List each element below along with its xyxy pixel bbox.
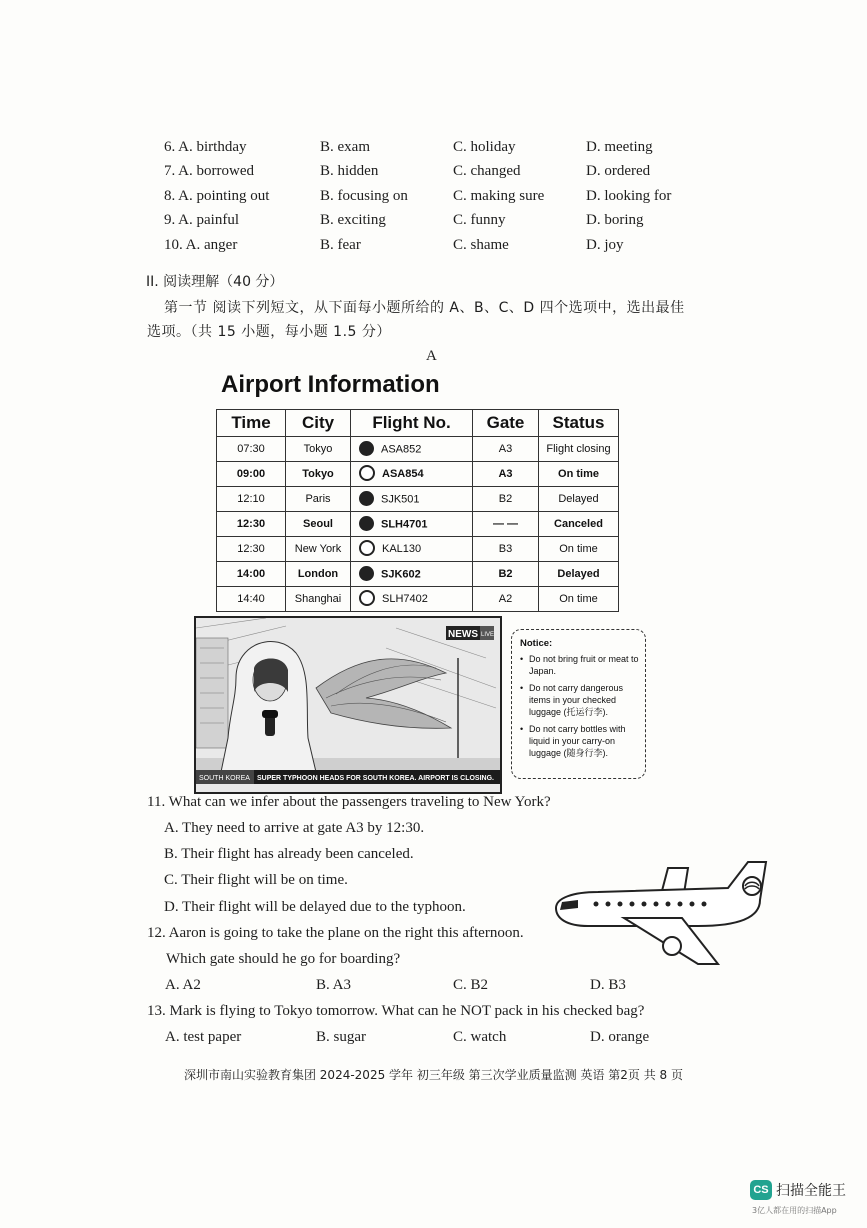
gate-cell: A3 xyxy=(473,462,539,487)
time-cell: 12:10 xyxy=(217,487,286,512)
q11-option-b: B. Their flight has already been canceled. xyxy=(164,846,414,862)
ring-logo-icon xyxy=(359,590,375,606)
status-cell: On time xyxy=(539,462,619,487)
q13-option-d: D. orange xyxy=(590,1029,650,1045)
news-scene-illustration xyxy=(196,618,500,792)
option-row-10 xyxy=(0,237,867,261)
time-cell: 14:00 xyxy=(217,562,286,587)
option-row-9 xyxy=(0,212,867,236)
flight-table xyxy=(216,409,619,612)
city-cell: Shanghai xyxy=(286,587,351,612)
flight-number: SLH4701 xyxy=(381,517,428,530)
notice-title: Notice: xyxy=(520,638,553,649)
plane-logo-icon xyxy=(359,491,374,506)
option-row-6 xyxy=(0,139,867,163)
option-d: D. meeting xyxy=(586,139,653,155)
q13-option-a: A. test paper xyxy=(165,1029,242,1045)
q12-option-a: A. A2 xyxy=(165,977,201,993)
flight-cell xyxy=(351,462,473,487)
q12-option-c: C. B2 xyxy=(453,977,489,993)
table-row xyxy=(217,487,619,512)
table-row xyxy=(217,437,619,462)
live-badge: LIVE xyxy=(481,632,495,638)
instruction-line-2: 选项。（共 15 小题，每小题 1.5 分） xyxy=(147,324,391,340)
flight-number: SLH7402 xyxy=(382,592,428,605)
notice-item: • Do not carry dangerous items in your checked luggage (托运行李). xyxy=(520,682,639,718)
status-cell: Delayed xyxy=(539,487,619,512)
city-cell: London xyxy=(286,562,351,587)
column-header: Gate xyxy=(473,410,539,437)
gate-cell: B2 xyxy=(473,562,539,587)
q12-option-b: B. A3 xyxy=(316,977,352,993)
option-b: B. exciting xyxy=(320,212,386,228)
status-cell: On time xyxy=(539,537,619,562)
option-row-7 xyxy=(0,163,867,187)
option-c: C. holiday xyxy=(453,139,516,155)
table-row xyxy=(217,587,619,612)
column-header: Flight No. xyxy=(351,410,473,437)
table-row xyxy=(217,462,619,487)
option-a: 10. A. anger xyxy=(164,237,238,253)
option-a: 8. A. pointing out xyxy=(164,188,270,204)
city-cell: Tokyo xyxy=(286,437,351,462)
flight-number: SJK501 xyxy=(381,492,420,505)
option-d: D. joy xyxy=(586,237,624,253)
plane-logo-icon xyxy=(359,441,374,456)
city-cell: Tokyo xyxy=(286,462,351,487)
flight-cell xyxy=(351,437,473,462)
time-cell: 07:30 xyxy=(217,437,286,462)
time-cell: 09:00 xyxy=(217,462,286,487)
column-header: Time xyxy=(217,410,286,437)
notice-item: • Do not bring fruit or meat to Japan. xyxy=(520,653,639,677)
column-header: Status xyxy=(539,410,619,437)
notice-box xyxy=(511,629,646,779)
option-c: C. funny xyxy=(453,212,506,228)
typhoon-news-image xyxy=(194,616,502,794)
flight-cell xyxy=(351,587,473,612)
flight-number: ASA852 xyxy=(381,442,422,455)
flight-cell xyxy=(351,512,473,537)
option-a: 9. A. painful xyxy=(164,212,239,228)
q13-option-c: C. watch xyxy=(453,1029,507,1045)
option-d: D. ordered xyxy=(586,163,651,179)
flight-number: KAL130 xyxy=(382,542,422,555)
ring-logo-icon xyxy=(359,465,375,481)
option-d: D. boring xyxy=(586,212,644,228)
plane-logo-icon xyxy=(359,516,374,531)
gate-cell: A3 xyxy=(473,437,539,462)
q11-option-d: D. Their flight will be delayed due to the typhoon. xyxy=(164,899,466,915)
table-row xyxy=(217,562,619,587)
table-row xyxy=(217,512,619,537)
gate-cell: B2 xyxy=(473,487,539,512)
flight-number: ASA854 xyxy=(382,467,424,480)
status-cell: Flight closing xyxy=(539,437,619,462)
camscanner-tagline: 3亿人都在用的扫描App xyxy=(752,1206,837,1215)
gate-cell: A2 xyxy=(473,587,539,612)
option-row-8 xyxy=(0,188,867,212)
time-cell: 12:30 xyxy=(217,537,286,562)
airport-info-title: Airport Information xyxy=(221,371,440,398)
flight-cell xyxy=(351,487,473,512)
camscanner-logo: CS xyxy=(750,1180,772,1200)
news-badge: NEWS xyxy=(448,629,478,640)
option-c: C. changed xyxy=(453,163,521,179)
section-title: II. 阅读理解（40 分） xyxy=(146,274,284,290)
ring-logo-icon xyxy=(359,540,375,556)
question-12-line-2: Which gate should he go for boarding? xyxy=(166,951,401,967)
news-location: SOUTH KOREA xyxy=(199,775,250,782)
airplane-illustration xyxy=(548,856,778,971)
camscanner-name: 扫描全能王 xyxy=(776,1183,846,1199)
news-ticker: SUPER TYPHOON HEADS FOR SOUTH KOREA. AIRPORT IS CLOSING. xyxy=(257,775,494,782)
option-b: B. exam xyxy=(320,139,370,155)
gate-cell: — — xyxy=(473,512,539,537)
city-cell: Seoul xyxy=(286,512,351,537)
column-header: City xyxy=(286,410,351,437)
engine xyxy=(663,937,681,955)
option-c: C. making sure xyxy=(453,188,545,204)
city-cell: Paris xyxy=(286,487,351,512)
option-b: B. hidden xyxy=(320,163,379,179)
option-c: C. shame xyxy=(453,237,509,253)
passage-letter: A xyxy=(426,348,437,364)
q11-option-a: A. They need to arrive at gate A3 by 12:30. xyxy=(164,820,425,836)
question-12-line-1: 12. Aaron is going to take the plane on the right this afternoon. xyxy=(147,925,524,941)
option-d: D. looking for xyxy=(586,188,672,204)
flight-cell xyxy=(351,537,473,562)
fuselage xyxy=(556,862,766,926)
notice-item: • Do not carry bottles with liquid in your carry-on luggage (随身行李). xyxy=(520,723,639,759)
option-a: 6. A. birthday xyxy=(164,139,247,155)
gate-cell: B3 xyxy=(473,537,539,562)
flight-number: SJK602 xyxy=(381,567,421,580)
city-cell: New York xyxy=(286,537,351,562)
flight-cell xyxy=(351,562,473,587)
status-cell: On time xyxy=(539,587,619,612)
q11-option-c: C. Their flight will be on time. xyxy=(164,872,348,888)
plane-logo-icon xyxy=(359,566,374,581)
status-cell: Delayed xyxy=(539,562,619,587)
table-row xyxy=(217,537,619,562)
page-footer: 深圳市南山实验教育集团 2024-2025 学年 初三年级 第三次学业质量监测 英语 第2页 共 8 页 xyxy=(183,1068,683,1082)
q12-option-d: D. B3 xyxy=(590,977,626,993)
option-a: 7. A. borrowed xyxy=(164,163,254,179)
option-b: B. focusing on xyxy=(320,188,408,204)
time-cell: 12:30 xyxy=(217,512,286,537)
question-11: 11. What can we infer about the passengers traveling to New York? xyxy=(147,794,551,810)
time-cell: 14:40 xyxy=(217,587,286,612)
instruction-line-1: 第一节 阅读下列短文，从下面每小题所给的 A、B、C、D 四个选项中，选出最佳 xyxy=(164,300,685,316)
q13-option-b: B. sugar xyxy=(316,1029,366,1045)
option-b: B. fear xyxy=(320,237,361,253)
table-header-row xyxy=(217,410,619,437)
question-13: 13. Mark is flying to Tokyo tomorrow. What can he NOT pack in his checked bag? xyxy=(147,1003,645,1019)
status-cell: Canceled xyxy=(539,512,619,537)
